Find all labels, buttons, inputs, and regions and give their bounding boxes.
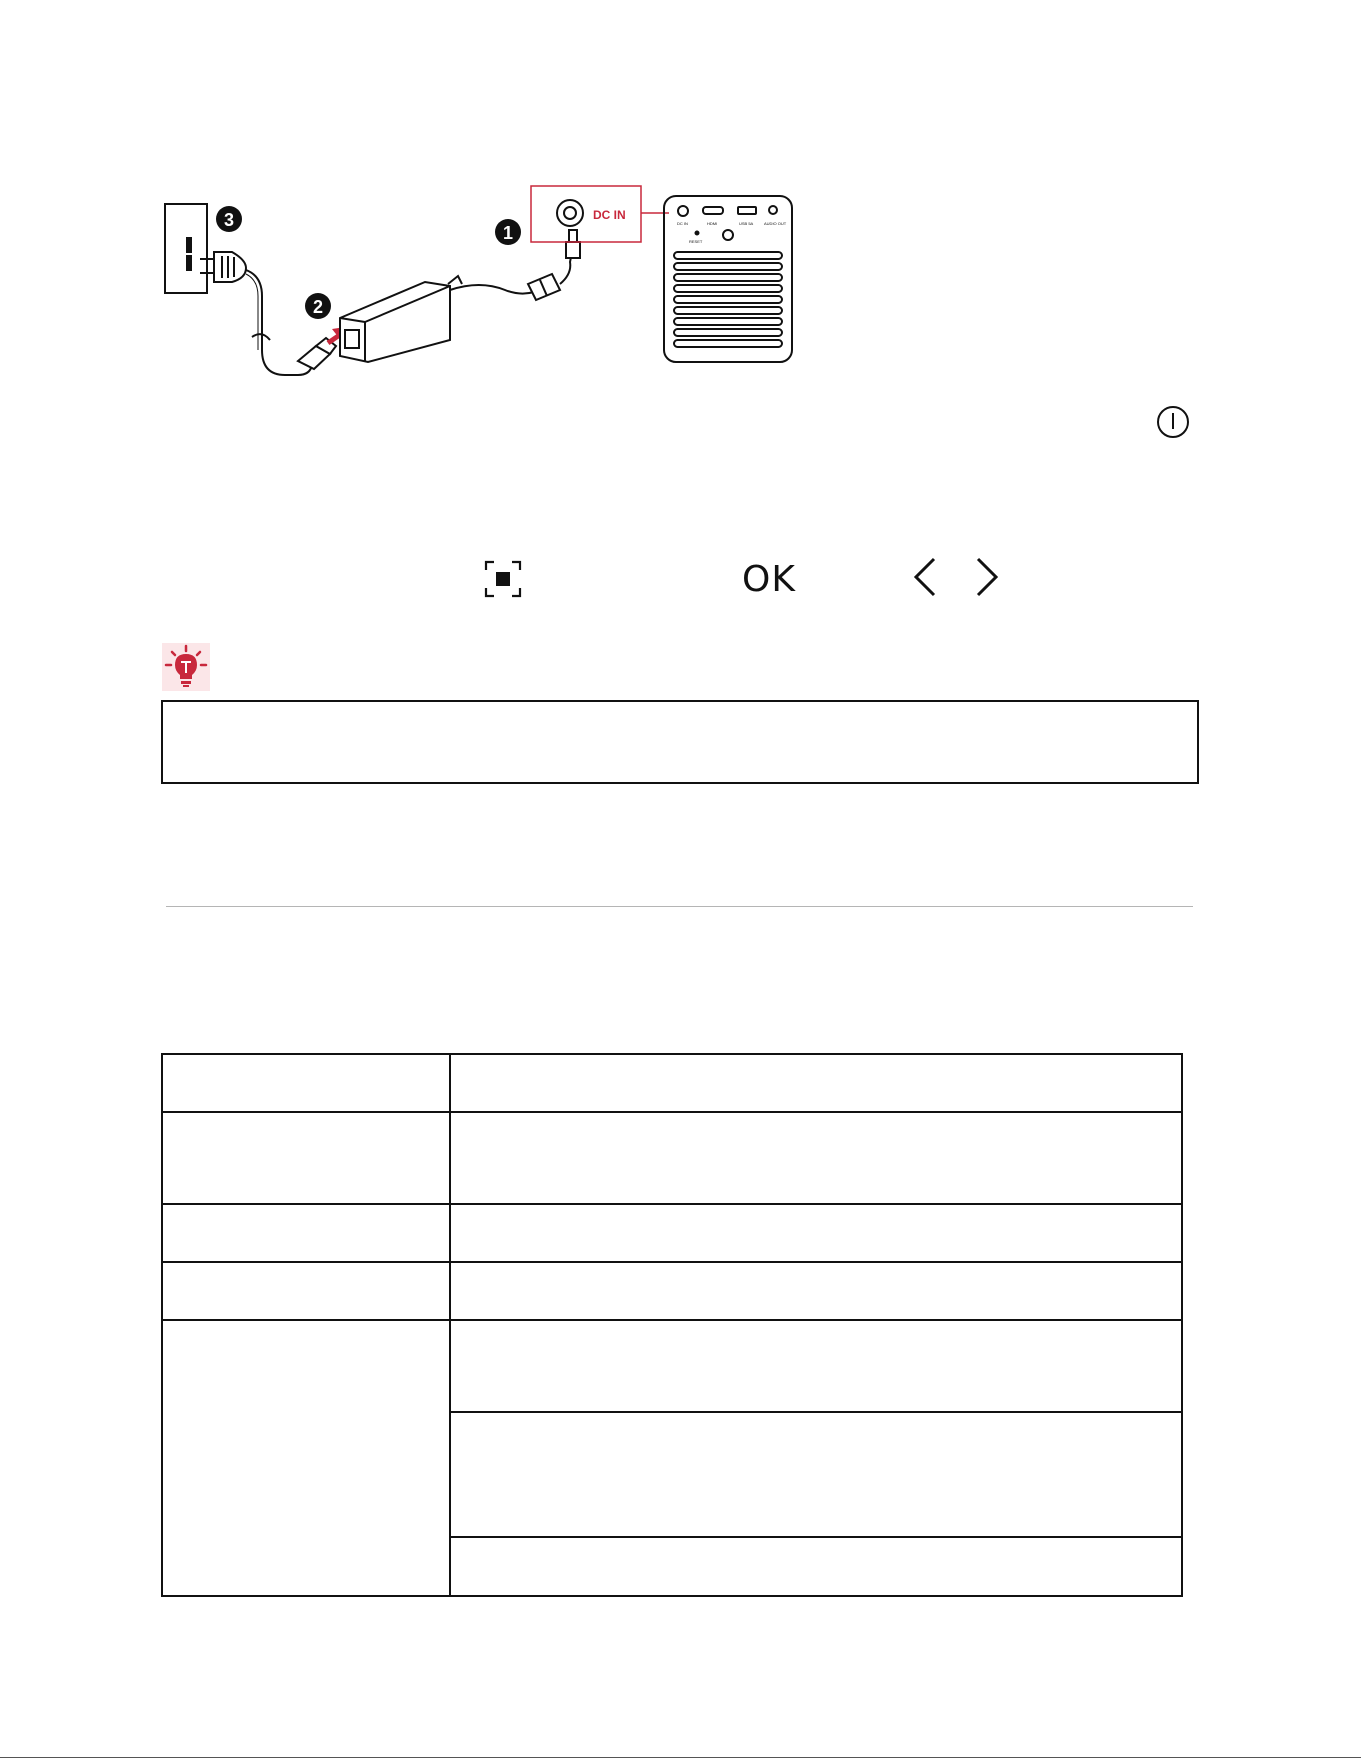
svg-text:3: 3 bbox=[223, 210, 235, 230]
table-cell bbox=[162, 1320, 450, 1596]
section-divider bbox=[166, 906, 1193, 907]
dc-cord bbox=[450, 285, 534, 294]
ferrite-bead bbox=[528, 274, 560, 300]
table-cell bbox=[162, 1204, 450, 1262]
port-label-usb: USB 5A bbox=[739, 221, 754, 226]
table-cell bbox=[450, 1112, 1182, 1204]
chevron-right-icon bbox=[972, 555, 1002, 599]
spec-table bbox=[161, 1053, 1183, 1597]
ok-button-label: OK bbox=[742, 559, 796, 600]
port-label-hdmi: HDMI bbox=[707, 221, 718, 226]
dc-in-label: DC IN bbox=[593, 208, 626, 222]
table-cell bbox=[162, 1112, 450, 1204]
focus-icon bbox=[484, 560, 522, 598]
table-cell bbox=[450, 1262, 1182, 1320]
callout-2 bbox=[305, 293, 331, 319]
callout-3 bbox=[216, 206, 242, 232]
port-label-reset: RESET bbox=[689, 239, 703, 244]
callout-1 bbox=[495, 219, 521, 245]
table-row bbox=[162, 1112, 1182, 1204]
table-cell bbox=[450, 1204, 1182, 1262]
table-cell bbox=[450, 1054, 1182, 1112]
table-cell bbox=[162, 1262, 450, 1320]
power-adapter bbox=[340, 282, 450, 362]
chevron-left-icon bbox=[910, 555, 940, 599]
table-row bbox=[162, 1054, 1182, 1112]
table-row bbox=[162, 1262, 1182, 1320]
wall-outlet bbox=[165, 204, 207, 293]
dc-barrel-plug bbox=[566, 230, 580, 258]
table-cell bbox=[162, 1054, 450, 1112]
port-label-audio-out: AUDIO OUT bbox=[764, 221, 787, 226]
lightbulb-tip-icon bbox=[162, 643, 210, 691]
port-label-dc-in: DC IN bbox=[677, 221, 688, 226]
power-connection-diagram bbox=[0, 0, 1361, 380]
svg-text:1: 1 bbox=[502, 223, 514, 243]
power-icon bbox=[1156, 405, 1190, 439]
table-cell bbox=[450, 1320, 1182, 1412]
tip-box bbox=[161, 700, 1199, 784]
table-cell bbox=[450, 1537, 1182, 1596]
svg-text:2: 2 bbox=[312, 297, 324, 317]
page-bottom-rule bbox=[0, 1757, 1361, 1758]
table-row bbox=[162, 1204, 1182, 1262]
table-row bbox=[162, 1320, 1182, 1412]
table-cell bbox=[450, 1412, 1182, 1537]
